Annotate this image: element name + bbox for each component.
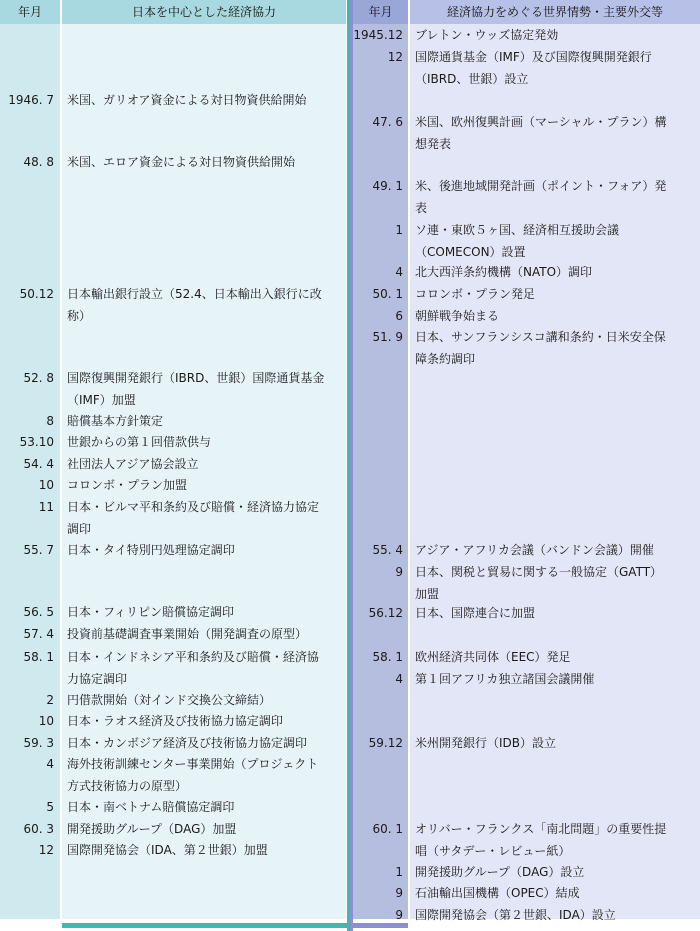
left-entry-date: 10 (38, 714, 54, 728)
left-entry-text: 日本・ビルマ平和条約及び賠償・経済協力協定 (67, 500, 320, 514)
left-entry-date: 1946. 7 (8, 93, 54, 107)
left-entry-text: 調印 (67, 522, 92, 536)
right-entry-text: 米国、欧州復興計画（マーシャル・プラン）構 (415, 115, 667, 129)
left-entry-text: 開発援助グループ（DAG）加盟 (67, 822, 237, 836)
right-entry-text: コロンボ・プラン発足 (415, 287, 536, 301)
left-entry-date: 12 (38, 843, 54, 857)
right-entry-text: ブレトン・ウッズ協定発効 (415, 28, 559, 42)
right-entry-text: オリバー・フランクス「南北問題」の重要性提 (415, 822, 667, 836)
left-entry-text: 海外技術訓練センター事業開始（プロジェクト (67, 757, 319, 771)
left-entry-date: 50.12 (19, 287, 54, 301)
right-entry-date: 49. 1 (372, 179, 403, 193)
right-date-column (353, 0, 408, 919)
left-entry-text: 円借款開始（対インド交換公文締結） (67, 693, 272, 707)
right-event-column (410, 0, 700, 919)
left-entry-date: 53.10 (19, 435, 54, 449)
right-entry-text: 第１回アフリカ独立諸国会議開催 (415, 672, 595, 686)
left-entry-date: 11 (38, 500, 54, 514)
right-entry-date: 9 (395, 908, 403, 922)
right-entry-text: 想発表 (415, 137, 452, 151)
left-entry-text: 方式技術協力の原型） (67, 779, 188, 793)
left-entry-text: 投資前基礎調査事業開始（開発調査の原型） (67, 627, 308, 641)
left-entry-text: 称） (67, 309, 92, 323)
left-entry-date: 4 (46, 757, 54, 771)
right-entry-text: 米州開発銀行（IDB）設立 (415, 736, 557, 750)
right-entry-date: 58. 1 (372, 650, 403, 664)
right-entry-text: アジア・アフリカ会議（バンドン会議）開催 (415, 543, 654, 557)
right-entry-text: 唱（サタデー・レビュー紙） (415, 844, 571, 858)
left-entry-date: 8 (46, 414, 54, 428)
right-entry-text: 米、後進地域開発計画（ポイント・フォア）発 (415, 179, 667, 193)
right-entry-text: 障条約調印 (415, 352, 476, 366)
right-entry-date: 59.12 (368, 736, 403, 750)
left-entry-text: 日本・カンボジア経済及び技術協力協定調印 (67, 736, 308, 750)
left-entry-text: 日本・タイ特別円処理協定調印 (67, 543, 235, 557)
right-date-header: 年月 (353, 0, 408, 24)
right-entry-date: 1 (395, 865, 403, 879)
right-entry-text: 石油輸出国機構（OPEC）結成 (415, 886, 580, 900)
left-entry-text: 世銀からの第１回借款供与 (67, 435, 212, 449)
right-entry-date: 4 (395, 672, 403, 686)
right-entry-date: 9 (395, 565, 403, 579)
right-entry-text: 日本、サンフランシスコ講和条約・日米安全保 (415, 330, 666, 344)
right-entry-text: 日本、関税と貿易に関する一般協定（GATT） (415, 565, 663, 579)
left-entry-text: 日本・インドネシア平和条約及び賠償・経済協 (67, 650, 319, 664)
left-entry-date: 59. 3 (23, 736, 54, 750)
purple-divider (350, 0, 353, 931)
right-event-header: 経済協力をめぐる世界情勢・主要外交等 (410, 0, 700, 24)
left-entry-date: 48. 8 (23, 155, 54, 169)
left-entry-text: 日本・南ベトナム賠償協定調印 (67, 800, 235, 814)
left-date-header: 年月 (0, 0, 60, 24)
left-entry-date: 52. 8 (23, 371, 54, 385)
left-entry-date: 5 (46, 800, 54, 814)
right-entry-text: ソ連・東欧５ヶ国、経済相互援助会議 (415, 223, 620, 237)
left-entry-text: （IMF）加盟 (67, 393, 136, 407)
right-entry-date: 1945.12 (353, 28, 403, 42)
left-entry-date: 2 (46, 693, 54, 707)
left-entry-text: コロンボ・プラン加盟 (67, 478, 188, 492)
right-entry-text: 国際開発協会（第２世銀、IDA）設立 (415, 908, 616, 922)
right-entry-text: 開発援助グループ（DAG）設立 (415, 865, 585, 879)
right-entry-text: 朝鮮戦争始まる (415, 309, 500, 323)
left-entry-date: 58. 1 (23, 650, 54, 664)
right-entry-text: 国際通貨基金（IMF）及び国際復興開発銀行 (415, 50, 652, 64)
left-entry-date: 56. 5 (23, 605, 54, 619)
left-entry-text: 国際開発協会（IDA、第２世銀）加盟 (67, 843, 268, 857)
right-entry-date: 50. 1 (372, 287, 403, 301)
left-entry-text: 日本輸出銀行設立（52.4、日本輸出入銀行に改 (67, 287, 322, 301)
left-entry-date: 10 (38, 478, 54, 492)
right-entry-date: 9 (395, 886, 403, 900)
right-entry-date: 60. 1 (372, 822, 403, 836)
right-entry-text: 表 (415, 201, 428, 215)
left-entry-text: 日本・ラオス経済及び技術協力協定調印 (67, 714, 283, 728)
right-entry-text: （IBRD、世銀）設立 (415, 72, 529, 86)
right-entry-date: 51. 9 (372, 330, 403, 344)
left-entry-date: 55. 7 (23, 543, 54, 557)
teal-bottom-bar (62, 923, 350, 928)
right-entry-date: 55. 4 (372, 543, 403, 557)
left-entry-date: 60. 3 (23, 822, 54, 836)
right-entry-date: 6 (395, 309, 403, 323)
left-entry-text: 米国、エロア資金による対日物資供給開始 (67, 155, 296, 169)
left-entry-text: 賠償基本方針策定 (67, 414, 164, 428)
right-entry-date: 4 (395, 265, 403, 279)
left-entry-text: 米国、ガリオア資金による対日物資供給開始 (67, 93, 307, 107)
left-entry-text: 国際復興開発銀行（IBRD、世銀）国際通貨基金 (67, 371, 325, 385)
left-entry-text: 力協定調印 (67, 672, 128, 686)
left-entry-date: 54. 4 (23, 457, 54, 471)
right-entry-date: 12 (387, 50, 403, 64)
left-entry-text: 日本・フィリピン賠償協定調印 (67, 605, 235, 619)
right-entry-text: 北大西洋条約機構（NATO）調印 (415, 265, 593, 279)
left-entry-text: 社団法人アジア協会設立 (67, 457, 199, 471)
right-entry-text: 加盟 (415, 587, 440, 601)
right-entry-date: 1 (395, 223, 403, 237)
right-entry-text: （COMECON）設置 (415, 245, 526, 259)
left-event-header: 日本を中心とした経済協力 (62, 0, 346, 24)
right-entry-text: 日本、国際連合に加盟 (415, 606, 536, 620)
left-entry-date: 57. 4 (23, 627, 54, 641)
right-entry-text: 欧州経済共同体（EEC）発足 (415, 650, 571, 664)
right-entry-date: 47. 6 (372, 115, 403, 129)
right-entry-date: 56.12 (368, 606, 403, 620)
